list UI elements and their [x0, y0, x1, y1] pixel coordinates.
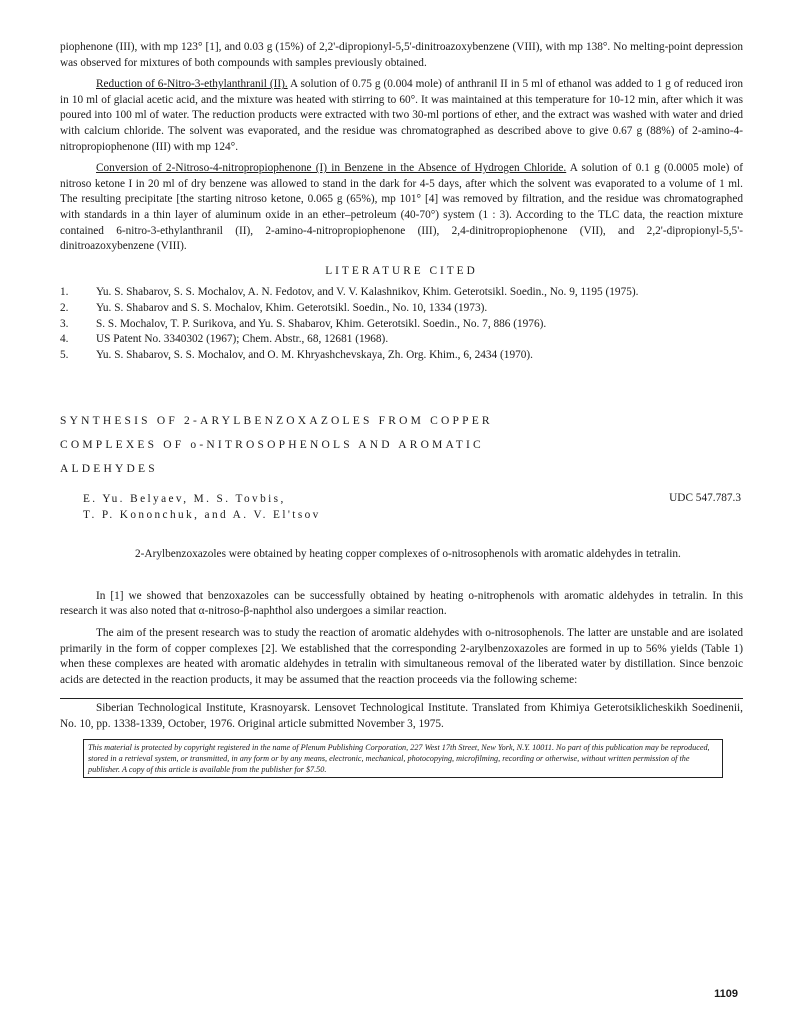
authors-line-1: E. Yu. Belyaev, M. S. Tovbis, [83, 493, 286, 506]
conversion-text: A solution of 0.1 g (0.0005 mole) of nitroso ketone I in 20 ml of dry benzene was allowed to stand in the dark for 4-5 days, after which the solvent was evaporated to a volume of 1 ml. The resulting precipitate [the starting nitroso ketone, 0.065 g (65%), mp 101° [4] was removed by filtration, and the residue was chromatographed with standards in a thin layer of aluminum oxide in an ether–petroleum (40-70°) system (1 : 3). According to the TLC data, the reaction mixture contained 6-nitro-3-ethylanthranil (II), 2-amino-4-nitropropiophenone (III), 2,4-dinitropropiophenone (VII), and 2,2'-dipropionyl-5,5'-dinitroazoxybenzene (VIII). [60, 162, 744, 253]
reference-item [60, 317, 743, 333]
reference-text: Yu. S. Shabarov and S. S. Mochalov, Khim. Geterotsikl. Soedin., No. 10, 1334 (1973). [96, 301, 488, 314]
reference-number: 3. [60, 317, 69, 330]
reference-text: Yu. S. Shabarov, S. S. Mochalov, and O. M. Khryashchevskaya, Zh. Org. Khim., 6, 2434 (1970). [96, 348, 533, 361]
reference-item [60, 301, 743, 317]
reference-item [60, 348, 743, 364]
reference-text: US Patent No. 3340302 (1967); Chem. Abstr., 68, 12681 (1968). [96, 333, 389, 346]
prev-article-paragraph-3 [60, 161, 743, 255]
reduction-text: A solution of 0.75 g (0.004 mole) of anthranil II in 5 ml of ethanol was added to 1 g of reduced iron in 10 ml of glacial acetic acid, and the mixture was heated with stirring to 60°. It was maintained at this temperature for 10-12 min, after which it was poured into 100 ml of water. The reduction products were extracted with two 30-ml portions of ether, and the extract was washed with water and dried with calcium chloride. The solvent was evaporated, and the residue was chromatographed as described above to give 0.67 g (88%) of 2-amino-4-nitropropiophenone (III) with mp 124°. [60, 78, 743, 153]
prev-article-paragraph-1: piophenone (III), with mp 123° [1], and 0.03 g (15%) of 2,2'-dipropionyl-5,5'-dinitroazoxybenzene (VIII), with mp 138°. No melting-point depression was observed for mixtures of both compounds with samples previously obtained. [60, 41, 743, 69]
page-number: 1109 [714, 988, 738, 1000]
affiliation-footnote: Siberian Technological Institute, Krasnoyarsk. Lensovet Technological Institute. Translated from Khimiya Geterotsiklicheskikh Soedinenii, No. 10, pp. 1338-1339, October, 1976. Original article submitted November 3, 1975. [60, 702, 743, 731]
reduction-heading: Reduction of 6-Nitro-3-ethylanthranil (II). [96, 78, 288, 91]
prev-article-paragraph-2 [60, 77, 743, 155]
reference-text: S. S. Mochalov, T. P. Surikova, and Yu. S. Shabarov, Khim. Geterotsikl. Soedin., No. 7, 886 (1976). [96, 317, 547, 330]
udc-code: UDC 547.787.3 [669, 492, 741, 505]
body-paragraph-1: In [1] we showed that benzoxazoles can be successfully obtained by heating o-nitrophenols with aromatic aldehydes in tetralin. In this research it was also noted that α-nitroso-β-naphthol also undergoes a similar reaction. [60, 589, 743, 618]
copyright-notice: This material is protected by copyright registered in the name of Plenum Publishing Corporation, 227 West 17th Street, New York, N.Y. 10011. No part of this publication may be reproduced, stored in a retrieval system, or transmitted, in any form or by any means, electronic, mechanical, photocopying, microfilming, recording or otherwise, without written permission of the publisher. A copy of this article is available from the publisher for $7.50. [83, 739, 723, 778]
article-title [60, 409, 743, 481]
body-paragraph-2: The aim of the present research was to study the reaction of aromatic aldehydes with o-nitrosophenols. The latter are unstable and are isolated primarily in the form of copper complexes [2]. We established that the corresponding 2-arylbenzoxazoles are formed in up to 56% yields (Table 1) when these complexes are heated with aromatic aldehydes in tetralin with simultaneous removal of the liberated water by distillation. Since benzoic acids are detected in the reaction products, it may be assumed that the reaction proceeds via the following scheme: [60, 627, 743, 686]
author-list [60, 491, 321, 523]
article-title-line-3: ALDEHYDES [60, 463, 158, 476]
reference-item [60, 285, 743, 301]
reference-number: 4. [60, 333, 69, 346]
reference-list [60, 285, 743, 363]
conversion-heading: Conversion of 2-Nitroso-4-nitropropiophenone (I) in Benzene in the Absence of Hydrogen Chloride. [96, 162, 567, 175]
abstract: 2-Arylbenzoxazoles were obtained by heating copper complexes of o-nitrosophenols with aromatic aldehydes in tetralin. [135, 548, 681, 561]
reference-item [60, 332, 743, 348]
literature-cited-heading: LITERATURE CITED [325, 264, 478, 277]
page-content [60, 40, 743, 778]
reference-text: Yu. S. Shabarov, S. S. Mochalov, A. N. Fedotov, and V. V. Kalashnikov, Khim. Geterotsikl. Soedin., No. 9, 1195 (1975). [96, 286, 639, 299]
reference-number: 5. [60, 348, 69, 361]
article-title-line-1: SYNTHESIS OF 2-ARYLBENZOXAZOLES FROM COPPER [60, 415, 493, 428]
authors-line-2: T. P. Kononchuk, and A. V. El'tsov [83, 509, 321, 522]
footnote-divider [60, 698, 743, 699]
article-title-line-2: COMPLEXES OF o-NITROSOPHENOLS AND AROMATIC [60, 439, 484, 452]
reference-number: 1. [60, 286, 69, 299]
reference-number: 2. [60, 301, 69, 314]
authors-row [60, 491, 743, 523]
